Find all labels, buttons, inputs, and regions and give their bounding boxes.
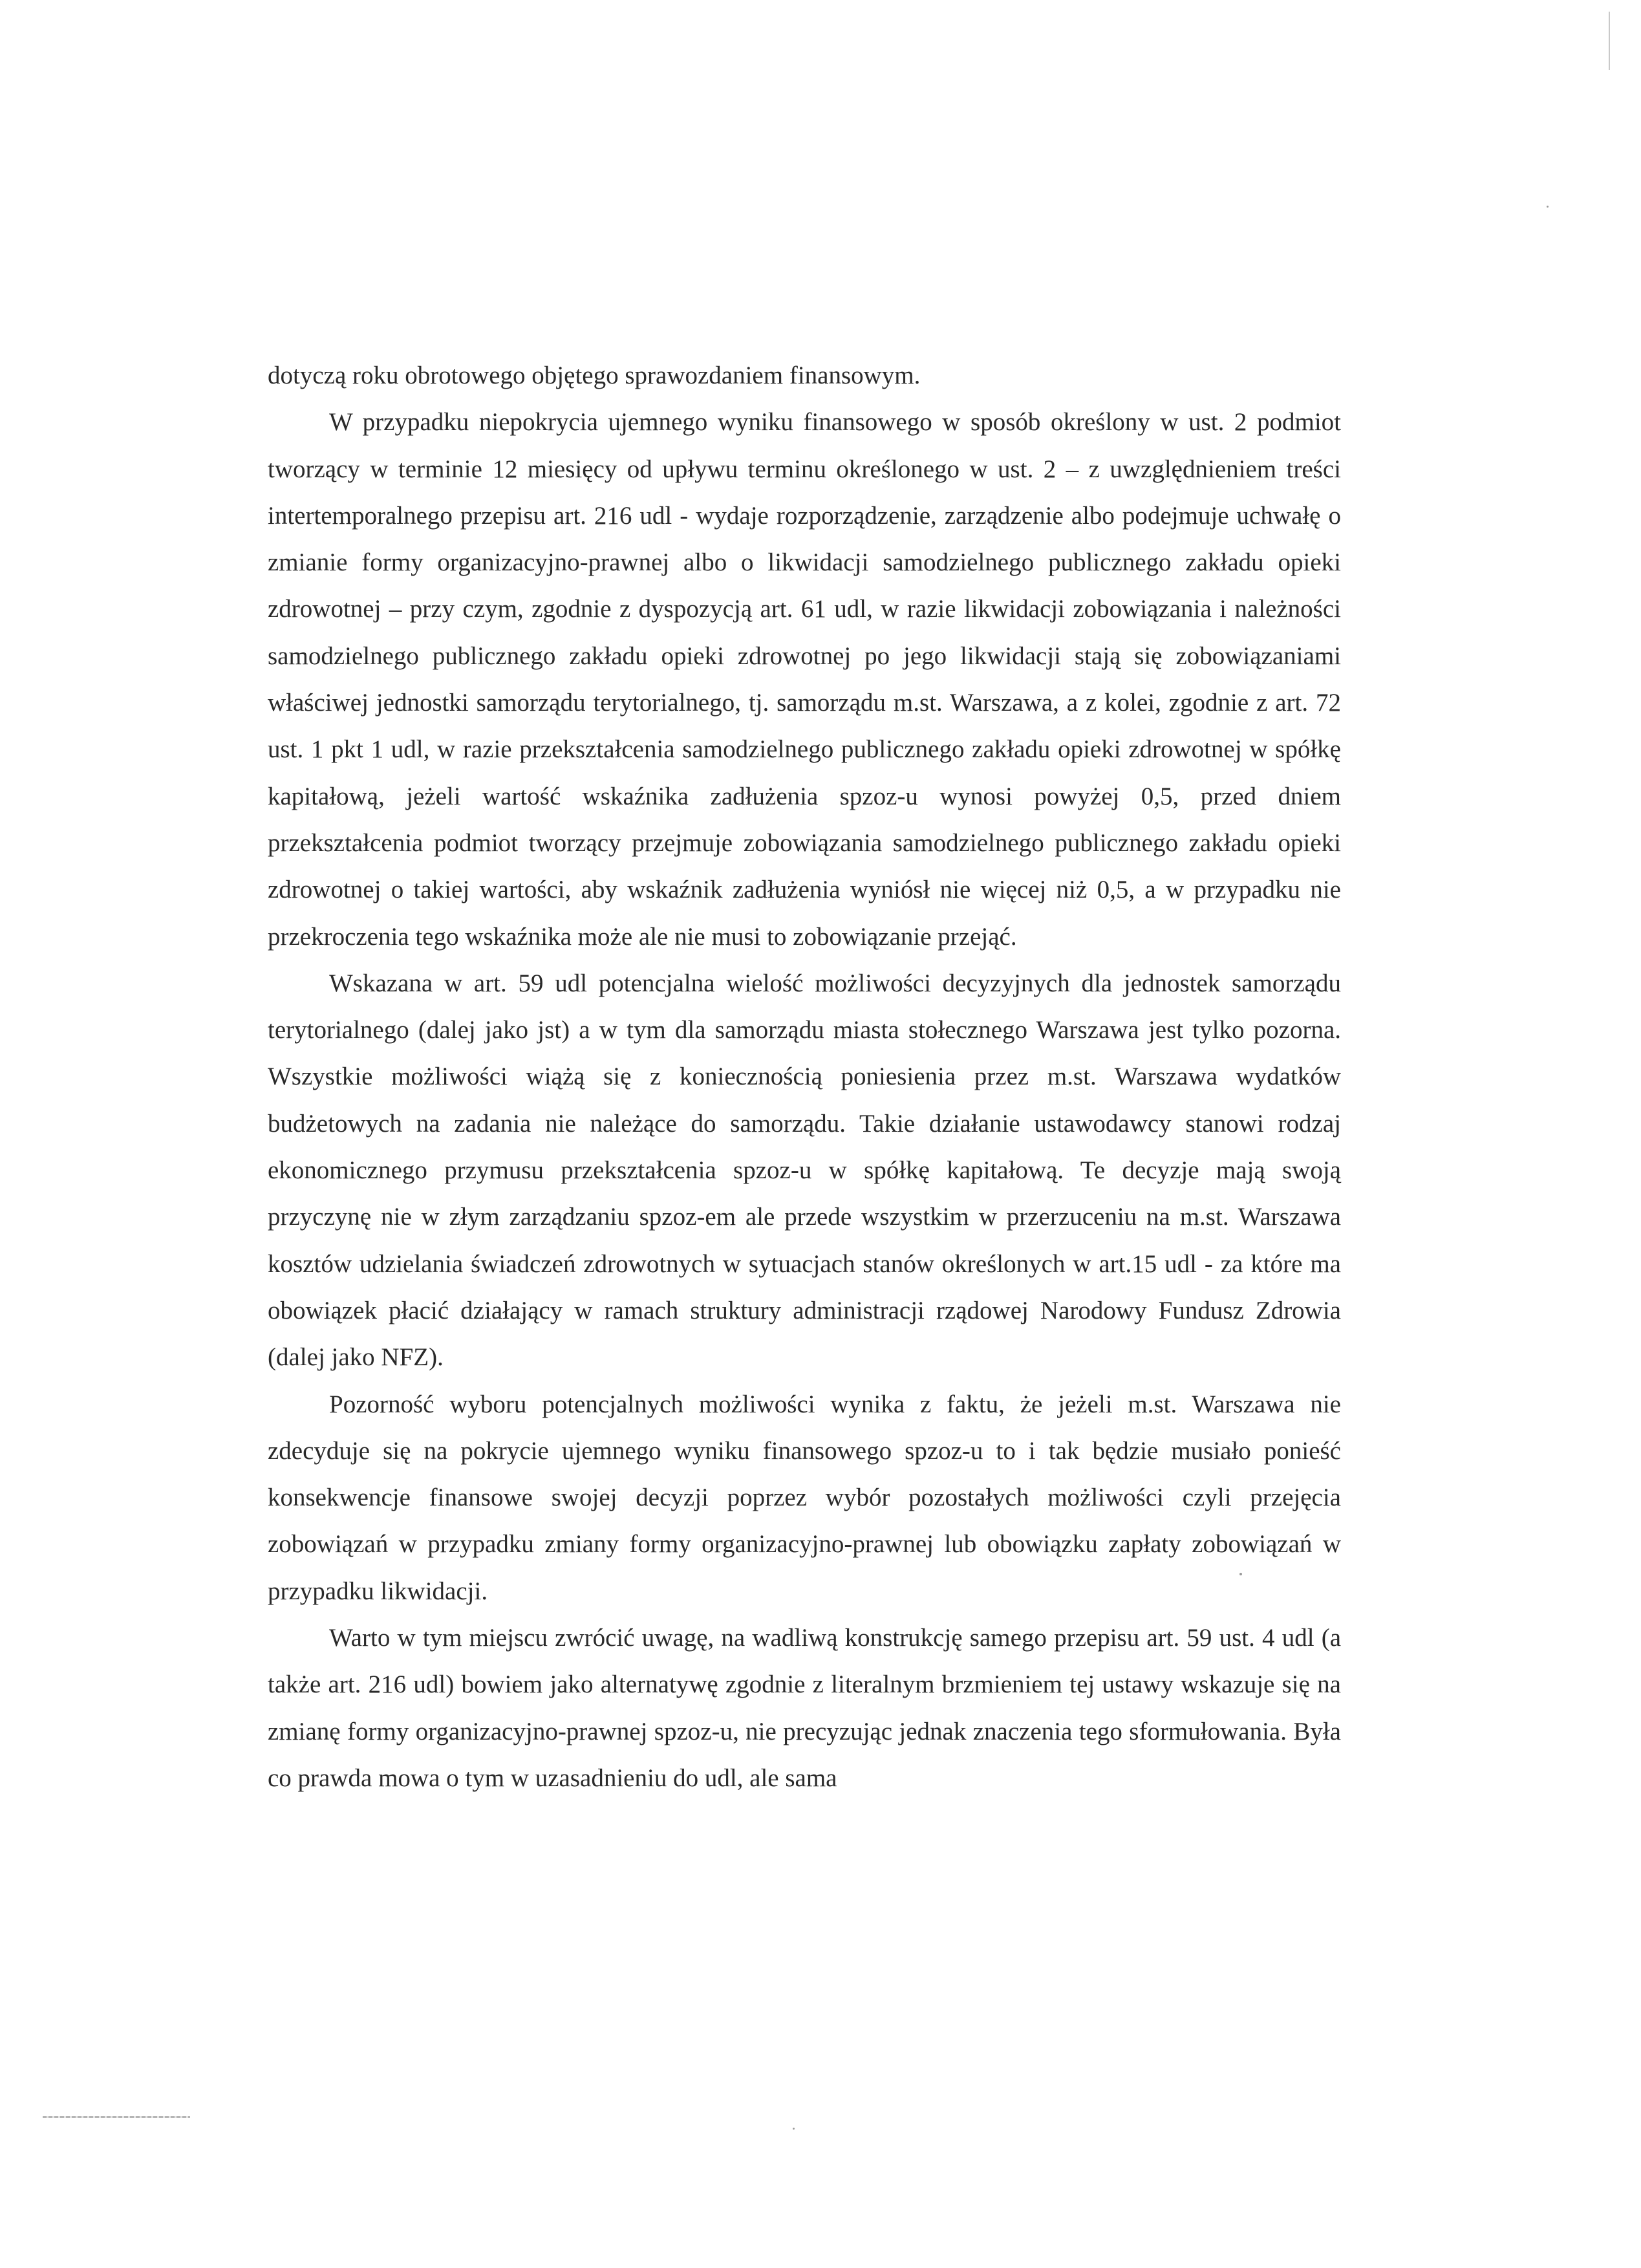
scan-footer-rule [43, 2116, 190, 2118]
paragraph-uncovered-loss: W przypadku niepokrycia ujemnego wyniku finansowego w sposób określony w ust. 2 podmiot tworzący w terminie 12 miesięcy od upływu terminu określonego w ust. 2 – z uwzględnieniem treści intertemporalnego przepisu art. 216 udl - wydaje rozporządzenie, zarządzenie albo podejmuje uchwałę o zmianie formy organizacyjno-prawnej albo o likwidacji samodzielnego publicznego zakładu opieki zdrowotnej – przy czym, zgodnie z dyspozycją art. 61 udl, w razie likwidacji zobowiązania i należności samodzielnego publicznego zakładu opieki zdrowotnej po jego likwidacji stają się zobowiązaniami właściwej jednostki samorządu terytorialnego, tj. samorządu m.st. Warszawa, a z kolei, zgodnie z art. 72 ust. 1 pkt 1 udl, w razie przekształcenia samodzielnego publicznego zakładu opieki zdrowotnej w spółkę kapitałową, jeżeli wartość wskaźnika zadłużenia spzoz-u wynosi powyżej 0,5, przed dniem przekształcenia podmiot tworzący przejmuje zobowiązania samodzielnego publicznego zakładu opieki zdrowotnej o takiej wartości, aby wskaźnik zadłużenia wyniósł nie więcej niż 0,5, a w przypadku nie przekroczenia tego wskaźnika może ale nie musi to zobowiązanie przejąć. [268, 408, 1341, 951]
scan-edge-mark [1609, 12, 1610, 70]
document-body [268, 352, 1341, 1802]
paragraph-apparent-choice: Pozorność wyboru potencjalnych możliwości wynika z faktu, że jeżeli m.st. Warszawa nie zdecyduje się na pokrycie ujemnego wyniku finansowego spzoz-u to i tak będzie musiało ponieść konsekwencje finansowe swojej decyzji poprzez wybór pozostałych możliwości czyli przejęcia zobowiązań w przypadku zmiany formy organizacyjno-prawnej lub obowiązku zapłaty zobowiązań w przypadku likwidacji. [268, 1390, 1341, 1605]
paragraph-continuation: dotyczą roku obrotowego objętego sprawozdaniem finansowym. [268, 362, 921, 389]
scan-dust-dot [1239, 1573, 1242, 1575]
paragraph-decision-options: Wskazana w art. 59 udl potencjalna wielość możliwości decyzyjnych dla jednostek samorządu terytorialnego (dalej jako jst) a w tym dla samorządu miasta stołecznego Warszawa jest tylko pozorna. Wszystkie możliwości wiążą się z koniecznością poniesienia przez m.st. Warszawa wydatków budżetowych na zadania nie należące do samorządu. Takie działanie ustawodawcy stanowi rodzaj ekonomicznego przymusu przekształcenia spzoz-u w spółkę kapitałową. Te decyzje mają swoją przyczynę nie w złym zarządzaniu spzoz-em ale przede wszystkim w przerzuceniu na m.st. Warszawa kosztów udzielania świadczeń zdrowotnych w sytuacjach stanów określonych w art.15 udl - za które ma obowiązek płacić działający w ramach struktury administracji rządowej Narodowy Fundusz Zdrowia (dalej jako NFZ). [268, 969, 1341, 1372]
paragraph-faulty-construction: Warto w tym miejscu zwrócić uwagę, na wadliwą konstrukcję samego przepisu art. 59 ust. 4 udl (a także art. 216 udl) bowiem jako alternatywę zgodnie z literalnym brzmieniem tej ustawy wskazuje się na zmianę formy organizacyjno-prawnej spzoz-u, nie precyzując jednak znaczenia tego sformułowania. Była co prawda mowa o tym w uzasadnieniu do udl, ale sama [268, 1624, 1341, 1792]
scan-dust-dot [1547, 206, 1549, 208]
scan-dust-dot [793, 2128, 795, 2130]
